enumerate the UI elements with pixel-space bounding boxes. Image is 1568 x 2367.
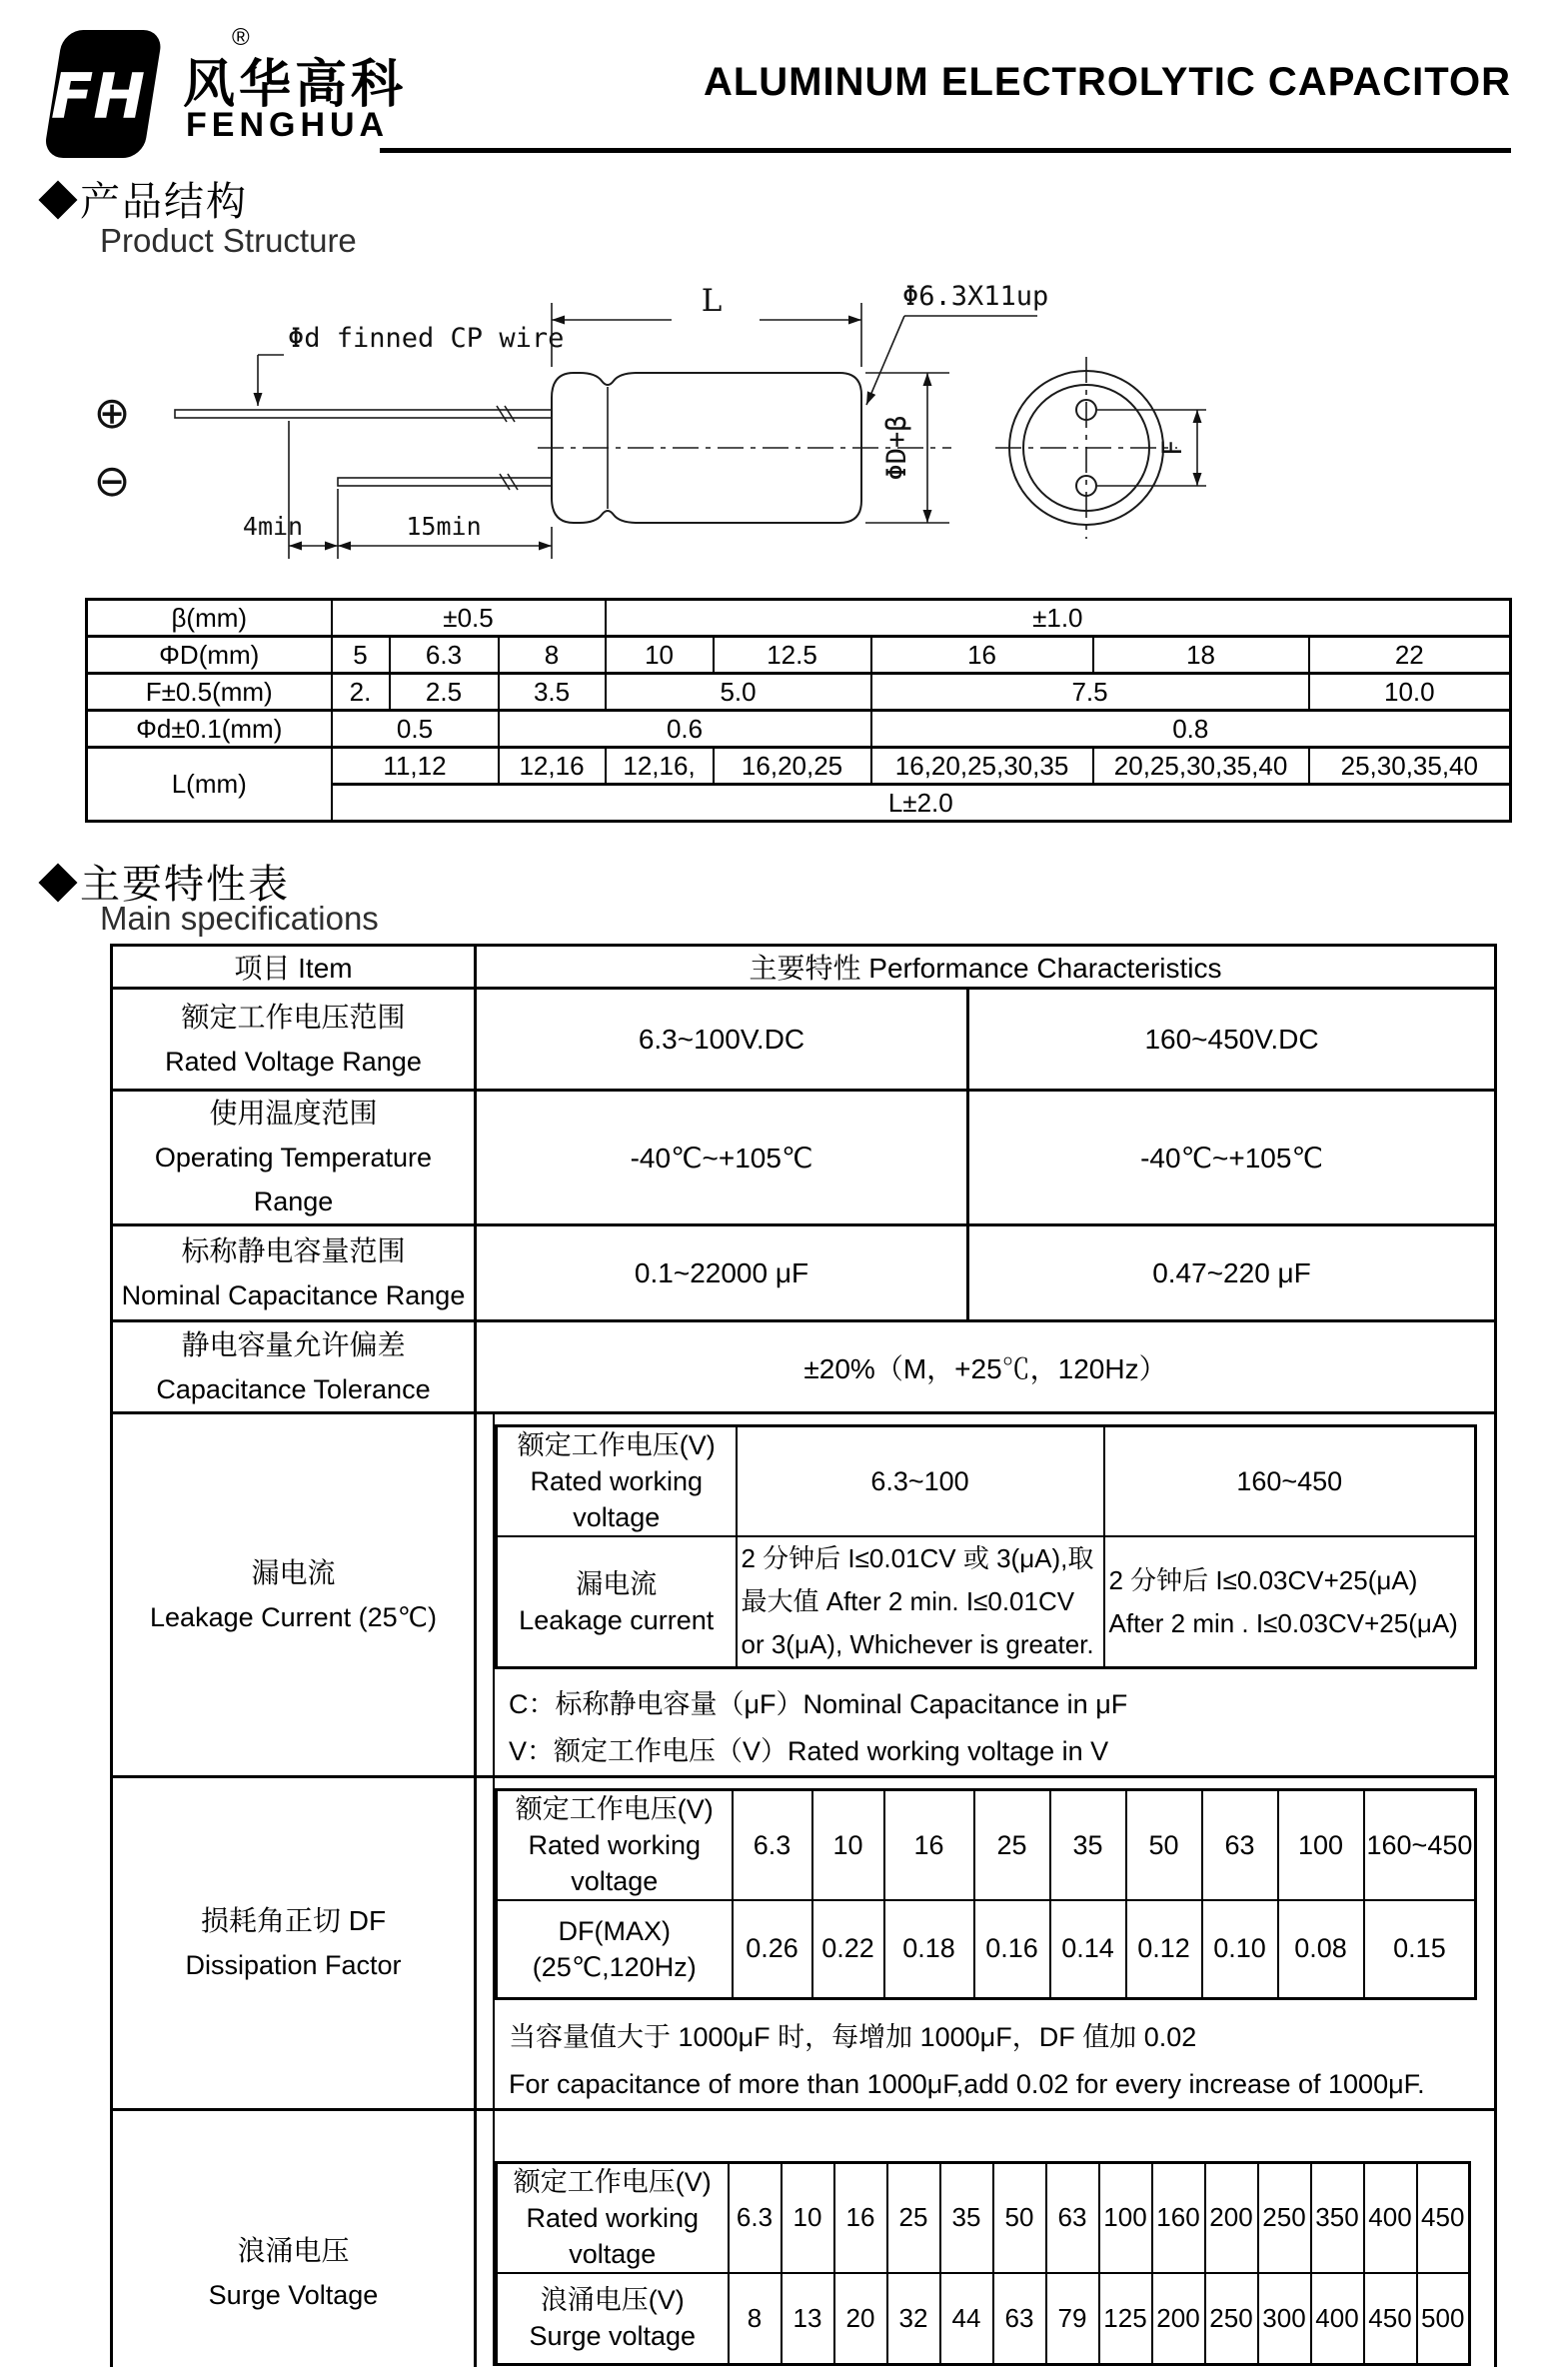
table-cell: 0.8: [871, 711, 1511, 748]
table-cell: 125: [1099, 2273, 1152, 2365]
text-line: or 3(μA), Whichever is greater.: [741, 1629, 1094, 1659]
table-cell: 10: [812, 1790, 884, 1901]
surge-wrap: [493, 2111, 1494, 2367]
table-row: [497, 2273, 1470, 2365]
table-cell: 12.5: [714, 637, 871, 674]
sub-header: [497, 1790, 733, 1901]
table-cell: 16,20,25: [714, 748, 871, 785]
sleeve-label: Φ6.3X11up: [902, 281, 1049, 312]
table-cell: 0.26: [733, 1900, 812, 1998]
table-cell: 2.5: [390, 674, 499, 711]
table-cell: 0.18: [884, 1900, 974, 1998]
note-voltage: V：额定工作电压（V）Rated working voltage in V: [509, 1736, 1109, 1766]
item-header: 项目 Item: [112, 946, 476, 989]
row-label: [112, 1413, 476, 1777]
table-cell: 0.6: [499, 711, 871, 748]
label-en: Rated working: [530, 1466, 704, 1496]
length-label: L: [701, 283, 723, 319]
label-cn: 标称静电容量范围: [181, 1234, 406, 1266]
table-row: [497, 2162, 1470, 2273]
table-cell: 400: [1364, 2162, 1417, 2273]
label-cn: 额定工作电压范围: [181, 1001, 406, 1033]
table-row: [87, 674, 1511, 711]
note-capacitance: C：标称静电容量（μF）Nominal Capacitance in μF: [509, 1689, 1128, 1719]
performance-header: 主要特性 Performance Characteristics: [476, 946, 1496, 989]
tolerance-row: [112, 1321, 1496, 1413]
table-cell: 300: [1258, 2273, 1311, 2365]
label-cn: 漏电流: [251, 1556, 336, 1588]
row-label: [112, 1091, 476, 1225]
sub-label: [497, 1900, 733, 1998]
table-row: [87, 711, 1511, 748]
table-cell: 6.3~100: [737, 1426, 1104, 1537]
table-cell: 450: [1364, 2273, 1417, 2365]
table-cell: 160~450: [1104, 1426, 1476, 1537]
label-en: Surge voltage: [529, 2321, 697, 2352]
row-label: [112, 2109, 476, 2367]
table-cell: 25: [974, 1790, 1050, 1901]
sub-label: [497, 2273, 729, 2365]
brand-name-cn: 风华高科: [183, 56, 408, 114]
table-cell: 100: [1278, 1790, 1364, 1901]
table-cell: ±20%（M，+25℃，120Hz）: [476, 1321, 1496, 1413]
surge-nested-table: [495, 2161, 1471, 2367]
df-nested-table: [495, 1788, 1477, 2000]
table-cell: 16: [834, 2162, 887, 2273]
table-cell: 35: [940, 2162, 993, 2273]
table-cell: 10: [606, 637, 714, 674]
table-row: [87, 637, 1511, 674]
capacitance-row: [112, 1225, 1496, 1321]
table-cell: L±2.0: [332, 785, 1511, 822]
table-cell: 0.10: [1202, 1900, 1278, 1998]
text-line: 2 分钟后 I≤0.03CV+25(μA): [1108, 1564, 1418, 1595]
table-cell: 6.3: [733, 1790, 812, 1901]
table-row: [497, 1900, 1476, 1998]
table-row: [497, 1426, 1476, 1537]
label-en: Surge Voltage: [208, 2280, 379, 2310]
table-cell: 11,12: [332, 748, 499, 785]
row-label: [112, 1225, 476, 1321]
label-en: Nominal Capacitance Range: [121, 1279, 466, 1310]
table-cell: 160: [1152, 2162, 1205, 2273]
page-title: ALUMINUM ELECTROLYTIC CAPACITOR: [703, 60, 1511, 104]
df-content: [476, 1777, 1496, 2110]
table-cell: 16: [884, 1790, 974, 1901]
table-cell: -40℃~+105℃: [476, 1091, 968, 1225]
leakage-low-spec: [737, 1536, 1104, 1668]
label-en: voltage: [573, 1502, 661, 1532]
label-cn: 浪涌电压(V): [540, 2285, 685, 2316]
table-cell: 18: [1093, 637, 1309, 674]
table-cell: 450: [1417, 2162, 1470, 2273]
row-label: β(mm): [87, 600, 332, 637]
table-header-row: [112, 946, 1496, 989]
row-label: [112, 1321, 476, 1413]
table-cell: 50: [993, 2162, 1046, 2273]
label-en: voltage: [571, 1866, 659, 1896]
table-cell: 6.3~100V.DC: [476, 989, 968, 1091]
table-cell: 79: [1046, 2273, 1099, 2365]
table-cell: 25,30,35,40: [1309, 748, 1511, 785]
label-en: Capacitance Tolerance: [156, 1373, 431, 1404]
table-cell: 8: [499, 637, 606, 674]
lead-length-label: 15min: [406, 512, 482, 541]
rated-voltage-row: [112, 989, 1496, 1091]
label-en: Rated Voltage Range: [165, 1046, 422, 1077]
label-cn: 浪涌电压: [237, 2235, 350, 2266]
df-row: [112, 1777, 1496, 2110]
table-cell: 50: [1126, 1790, 1202, 1901]
table-cell: 20: [834, 2273, 887, 2365]
table-cell: 250: [1258, 2162, 1311, 2273]
leakage-high-spec: [1104, 1536, 1476, 1668]
table-cell: 20,25,30,35,40: [1093, 748, 1309, 785]
lead-min-label: 4min: [242, 512, 304, 541]
table-cell: 0.12: [1126, 1900, 1202, 1998]
table-cell: 6.3: [729, 2162, 782, 2273]
df-note-en: For capacitance of more than 1000μF,add 0.02 for every increase of 1000μF.: [509, 2068, 1425, 2099]
surge-content: [476, 2109, 1496, 2367]
label-cn: 静电容量允许偏差: [181, 1328, 406, 1360]
table-cell: 500: [1417, 2273, 1470, 2365]
label-cn: 损耗角正切 DF: [200, 1904, 387, 1936]
sub-label: [497, 1536, 737, 1668]
table-cell: 0.15: [1364, 1900, 1476, 1998]
table-cell: 100: [1099, 2162, 1152, 2273]
table-cell: 3.5: [499, 674, 606, 711]
row-label: [112, 989, 476, 1091]
dimension-table: [85, 598, 1512, 823]
label-cn: 额定工作电压(V): [515, 1794, 714, 1824]
table-cell: 12,16: [499, 748, 606, 785]
table-cell: 5: [332, 637, 390, 674]
table-cell: 6.3: [390, 637, 499, 674]
diameter-label: ΦD+β: [881, 415, 912, 481]
table-cell: 13: [782, 2273, 834, 2365]
table-cell: 10.0: [1309, 674, 1511, 711]
row-label: [112, 1777, 476, 2110]
table-cell: 16,20,25,30,35: [871, 748, 1093, 785]
table-cell: 25: [887, 2162, 940, 2273]
leakage-wrap: [493, 1414, 1494, 1775]
table-cell: 2.: [332, 674, 390, 711]
table-cell: 12,16,: [606, 748, 714, 785]
table-cell: 32: [887, 2273, 940, 2365]
label-en: Operating Temperature Range: [154, 1143, 433, 1216]
label-cn: 额定工作电压(V): [517, 1430, 716, 1460]
table-row: [497, 1790, 1476, 1901]
table-row: [497, 1536, 1476, 1668]
table-cell: 0.22: [812, 1900, 884, 1998]
sub-header: [497, 1426, 737, 1537]
table-cell: 0.14: [1050, 1900, 1126, 1998]
leakage-content: [476, 1413, 1496, 1777]
table-cell: 0.47~220 μF: [968, 1225, 1496, 1321]
section-structure-title-en: Product Structure: [100, 222, 357, 259]
row-label: Φd±0.1(mm): [87, 711, 332, 748]
section-structure-title-cn: ◆产品结构: [38, 180, 248, 224]
section-spec-title-cn: ◆主要特性表: [38, 863, 290, 907]
wire-leader-arrow-icon: [258, 355, 284, 406]
table-cell: 350: [1311, 2162, 1364, 2273]
product-structure-diagram: [60, 195, 1219, 590]
table-cell: 160~450V.DC: [968, 989, 1496, 1091]
table-cell: 400: [1311, 2273, 1364, 2365]
df-wrap: [493, 1778, 1494, 2108]
row-label: F±0.5(mm): [87, 674, 332, 711]
label-cn: 使用温度范围: [209, 1098, 378, 1129]
table-cell: 63: [1202, 1790, 1278, 1901]
sub-header: [497, 2162, 729, 2273]
df-note-cn: 当容量值大于 1000μF 时，每增加 1000μF，DF 值加 0.02: [509, 2021, 1197, 2052]
table-cell: 0.08: [1278, 1900, 1364, 1998]
label-cn: 漏电流: [576, 1568, 658, 1599]
temperature-row: [112, 1091, 1496, 1225]
negative-polarity-icon: ⊖: [93, 457, 131, 506]
table-cell: 10: [782, 2162, 834, 2273]
wire-label: Φd finned CP wire: [288, 323, 565, 354]
label-en: Leakage current: [519, 1604, 715, 1635]
positive-polarity-icon: ⊕: [93, 389, 131, 438]
leakage-row: [112, 1413, 1496, 1777]
lead-upper: [175, 406, 552, 422]
leakage-nested-table: [495, 1424, 1477, 1669]
fenghua-logo: [42, 26, 170, 164]
table-cell: ±1.0: [606, 600, 1511, 637]
table-cell: 44: [940, 2273, 993, 2365]
table-cell: 250: [1205, 2273, 1258, 2365]
surge-row: [112, 2109, 1496, 2367]
label-en: Rated working: [526, 2202, 700, 2233]
section-spec-title-en: Main specifications: [100, 900, 379, 937]
table-cell: 5.0: [606, 674, 871, 711]
row-label: ΦD(mm): [87, 637, 332, 674]
table-cell: 35: [1050, 1790, 1126, 1901]
table-cell: 200: [1152, 2273, 1205, 2365]
lead-lower: [338, 474, 552, 490]
row-label: L(mm): [87, 748, 332, 822]
label-en: (25℃,120Hz): [532, 1951, 697, 1982]
label-en: Leakage Current (25℃): [150, 1601, 437, 1632]
sleeve-leader-arrow-icon: [866, 316, 1037, 405]
table-cell: -40℃~+105℃: [968, 1091, 1496, 1225]
table-cell: 16: [871, 637, 1093, 674]
label-en: DF(MAX): [558, 1915, 671, 1946]
registered-trademark-icon: ®: [232, 24, 250, 51]
table-cell: 63: [993, 2273, 1046, 2365]
table-cell: 7.5: [871, 674, 1309, 711]
label-en: Dissipation Factor: [185, 1949, 402, 1980]
header-rule: [380, 148, 1511, 153]
table-row: [87, 748, 1511, 785]
specifications-table: [110, 944, 1497, 2367]
brand-name-en: FENGHUA: [186, 106, 390, 144]
text-line: 最大值 After 2 min. I≤0.01CV: [741, 1586, 1075, 1616]
table-cell: 0.1~22000 μF: [476, 1225, 968, 1321]
table-cell: 0.16: [974, 1900, 1050, 1998]
label-en: voltage: [569, 2238, 657, 2269]
label-cn: 额定工作电压(V): [513, 2166, 712, 2197]
table-cell: 22: [1309, 637, 1511, 674]
table-cell: 0.5: [332, 711, 499, 748]
table-cell: 8: [729, 2273, 782, 2365]
table-cell: ±0.5: [332, 600, 606, 637]
text-line: After 2 min . I≤0.03CV+25(μA): [1108, 1607, 1458, 1638]
table-cell: 63: [1046, 2162, 1099, 2273]
lead-spacing-label: F: [1157, 439, 1188, 457]
label-en: Rated working: [528, 1830, 702, 1860]
table-cell: 160~450: [1364, 1790, 1476, 1901]
table-cell: 200: [1205, 2162, 1258, 2273]
table-row: [87, 600, 1511, 637]
text-line: 2 分钟后 I≤0.01CV 或 3(μA),取: [741, 1543, 1094, 1573]
logo-letters: FH: [50, 60, 146, 133]
